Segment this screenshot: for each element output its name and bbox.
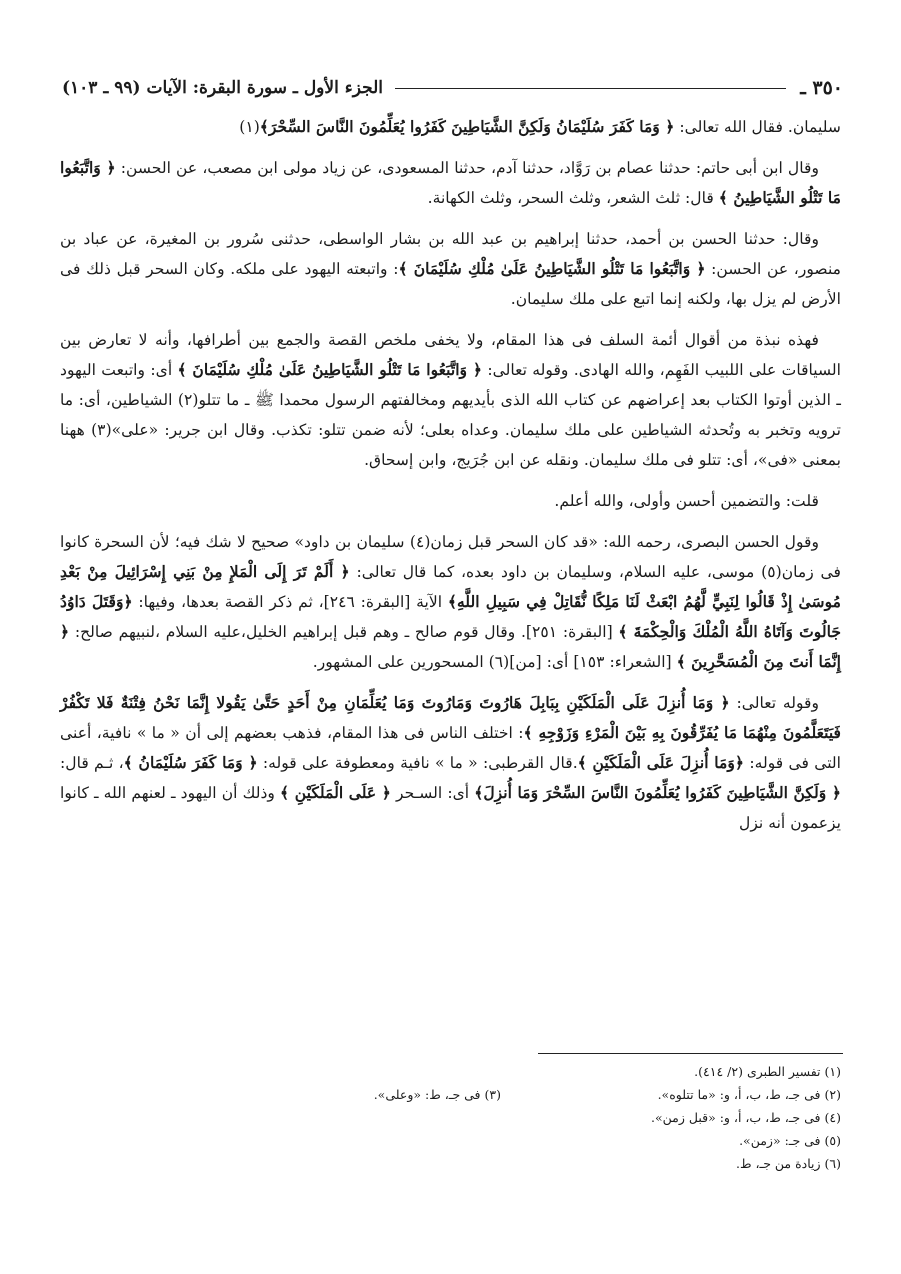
text-segment: أى: واتبعت اليهود ـ الذين أوتوا الكتاب بعد إعراضهم عن كتاب الله الذى بأيديهم ومخالفتهم الرسول محمدا ﷺ ـ ما تتلو(٢) الشياطين، أى: ما ترويه وتخبر به وتُحدثه الشياطين على ملك سليمان. وعداه بعلى؛ لأنه ضمن تتلو: تكذب. وقال ابن جرير: «على»(٣) ههنا بمعنى «فى»، أى: تتلو فى ملك سليمان. ونقله عن ابن جُرَيج، وابن إسحاق.: [60, 361, 842, 469]
quran-quote: ﴿ إِنَّمَا أَنتَ مِنَ الْمُسَحَّرِينَ ﴾: [60, 622, 841, 671]
paragraph: [60, 224, 841, 314]
text-segment: وقال ابن أبى حاتم: حدثنا عصام بن رَوَّاد، حدثنا آدم، حدثنا المسعودى، عن زياد مولى ابن مصعب، عن الحسن:: [115, 159, 819, 177]
body-text: [60, 112, 841, 849]
paragraph: [60, 325, 841, 475]
text-segment: سليمان. فقال الله تعالى:: [674, 118, 841, 136]
quran-quote: ﴿ وَمَا أُنزِلَ عَلَى الْمَلَكَيْنِ بِبَابِلَ هَارُوتَ وَمَارُوتَ وَمَا يُعَلِّمَانِ مِنْ أَحَدٍ حَتَّىٰ يَقُولا إِنَّمَا نَحْنُ فِتْنَةٌ فَلا تَكْفُرْ فَيَتَعَلَّمُونَ مِنْهُمَا مَا يُفَرِّقُونَ بِهِ بَيْنَ الْمَرْءِ وَزَوْجِهِ ﴾: [60, 693, 841, 742]
footnote-rule: [538, 1053, 843, 1054]
text-segment: الآية [البقرة: ٢٤٦]، ثم ذكر القصة بعدها، وفيها:: [132, 593, 448, 611]
paragraph: [60, 527, 841, 677]
text-segment: فهذه نبذة من أقوال أئمة السلف فى هذا المقام، ولا يخفى ملخص القصة والجمع بين أطرافها، وأنه لا تعارض بين السياقات على اللبيب الفَهِم، والله الهادى. وقوله تعالى:: [60, 331, 841, 379]
footnote-4: (٤) فى جـ، ط، ب، أ، و: «قبل زمن».: [651, 1110, 841, 1125]
text-segment: [الشعراء: ١٥٣] أى: [من](٦) المسحورين على المشهور.: [312, 653, 677, 671]
text-segment: (١): [239, 118, 260, 136]
quran-quote: ﴿ وَلَكِنَّ الشَّيَاطِينَ كَفَرُوا يُعَلِّمُونَ النَّاسَ السِّحْرَ وَمَا أُنزِلَ﴾: [474, 783, 841, 802]
footnote-6: (٦) زيادة من جـ، ط.: [736, 1156, 841, 1171]
paragraph: [60, 112, 841, 142]
footnote-1: (١) تفسير الطبرى (٢/ ٤١٤).: [694, 1064, 841, 1079]
paragraph: [60, 153, 841, 213]
quran-quote: ﴿ وَمَا كَفَرَ سُلَيْمَانُ وَلَكِنَّ الشَّيَاطِينَ كَفَرُوا يُعَلِّمُونَ النَّاسَ السِّحْرَ﴾: [259, 117, 675, 136]
paragraph: [60, 688, 841, 838]
footnote-5: (٥) فى جـ: «زمن».: [739, 1133, 841, 1148]
paragraph: [60, 486, 841, 516]
page-number: ٣٥٠ ـ: [800, 77, 843, 99]
quran-quote: ﴿ عَلَى الْمَلَكَيْنِ ﴾: [280, 783, 391, 802]
text-segment: ، ثـم قال:: [60, 754, 124, 772]
text-segment: وقوله تعالى:: [729, 694, 820, 712]
footnote-2: (٢) فى جـ، ط، ب، أ، و: «ما تتلوه».: [657, 1087, 841, 1102]
text-segment: وذلك أن اليهود ـ لعنهم الله ـ كانوا يزعمون أنه نزل: [60, 784, 841, 832]
text-segment: وقال: حدثنا الحسن بن أحمد، حدثنا إبراهيم بن عبد الله بن بشار الواسطى، حدثنى سُرور بن المغيرة، عن عباد بن منصور، عن الحسن:: [60, 230, 842, 278]
quran-quote: ﴿ أَلَمْ تَرَ إِلَى الْمَلإِ مِنْ بَنِي إِسْرَائِيلَ مِنْ بَعْدِ مُوسَىٰ إِذْ قَالُوا لِنَبِيٍّ لَّهُمُ ابْعَثْ لَنَا مَلِكًا نُّقَاتِلْ فِي سَبِيلِ اللَّهِ﴾: [60, 562, 841, 611]
quran-quote: ﴿ وَمَا كَفَرَ سُلَيْمَانُ ﴾: [123, 753, 258, 772]
quran-quote: ﴿ وَاتَّبَعُوا مَا تَتْلُو الشَّيَاطِينُ عَلَىٰ مُلْكِ سُلَيْمَانَ ﴾: [398, 259, 706, 278]
quran-quote: ﴿وَمَا أُنزِلَ عَلَى الْمَلَكَيْنِ ﴾: [577, 753, 745, 772]
text-segment: قال: ثلث الشعر، وثلث السحر، وثلث الكهانة.: [427, 189, 719, 207]
running-title: الجزء الأول ـ سورة البقرة: الآيات (٩٩ ـ ١٠٣): [62, 78, 383, 98]
page-header: [62, 74, 843, 102]
text-segment: قلت: والتضمين أحسن وأولى، والله أعلم.: [554, 492, 819, 510]
quran-quote: ﴿ وَاتَّبَعُوا مَا تَتْلُو الشَّيَاطِينُ عَلَىٰ مُلْكِ سُلَيْمَانَ ﴾: [177, 360, 483, 379]
footnotes: [60, 1060, 841, 1175]
quran-quote: ﴿ وَاتَّبَعُوا مَا تَتْلُو الشَّيَاطِينُ ﴾: [60, 158, 841, 207]
quran-quote: ﴿وَقَتَلَ دَاوُدُ جَالُوتَ وَآتَاهُ اللَّهُ الْمُلْكَ وَالْحِكْمَةَ ﴾: [60, 592, 842, 641]
footnote-3: (٣) فى جـ، ط: «وعلى».: [373, 1087, 501, 1102]
text-segment: .قال القرطبى: « ما » نافية ومعطوفة على قوله:: [257, 754, 578, 772]
text-segment: وقول الحسن البصرى، رحمه الله: «قد كان السحر قبل زمان(٤) سليمان بن داود» صحيح لا شك فيه؛ لأن السحرة كانوا فى زمان(٥) موسى، عليه السلام، وسليمان بن داود بعده، كما قال تعالى:: [60, 533, 841, 581]
text-segment: : واتبعته اليهود على ملكه. وكان السحر قبل ذلك فى الأرض لم يزل بها، ولكنه إنما اتبع على ملك سليمان.: [60, 260, 841, 308]
header-rule: [395, 88, 786, 89]
text-segment: : اختلف الناس فى هذا المقام، فذهب بعضهم إلى أن « ما » نافية، أعنى التى فى قوله:: [60, 724, 841, 772]
text-segment: [البقرة: ٢٥١]. وقال قوم صالح ـ وهم قبل إبراهيم الخليل،عليه السلام ،لنبيهم صالح:: [69, 623, 619, 641]
text-segment: أى: السـحر: [390, 784, 475, 802]
